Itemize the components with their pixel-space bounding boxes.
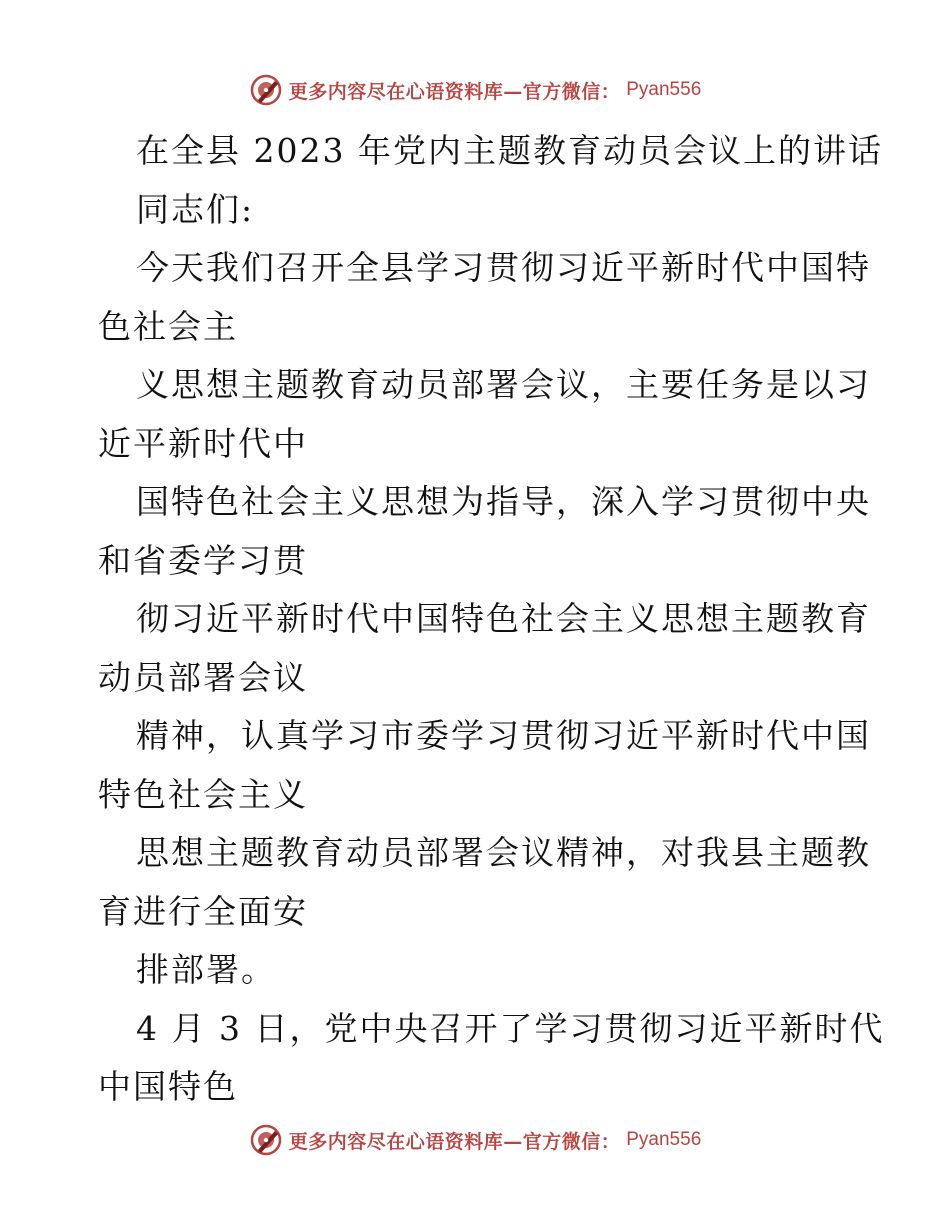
document-line: 动员部署会议	[98, 657, 308, 697]
document-line: 今天我们召开全县学习贯彻习近平新时代中国特	[136, 248, 871, 287]
document-line: 色社会主	[98, 306, 238, 346]
watermark-footer	[0, 1120, 950, 1160]
document-line: 4 月 3 日，党中央召开了学习贯彻习近平新时代	[136, 1008, 885, 1048]
document-line: 中国特色	[98, 1067, 238, 1106]
pen-logo-icon	[249, 1123, 283, 1157]
watermark-account: Pyan556	[626, 1129, 702, 1150]
watermark-account: Pyan556	[626, 79, 702, 100]
document-line: 特色社会主义	[98, 774, 308, 814]
document-line: 在全县 2023 年党内主题教育动员会议上的讲话	[136, 131, 883, 170]
document-line: 近平新时代中	[98, 423, 308, 463]
document-line: 义思想主题教育动员部署会议，主要任务是以习	[136, 365, 871, 404]
document-line: 思想主题教育动员部署会议精神，对我县主题教	[136, 833, 871, 872]
document-body	[98, 122, 885, 1117]
pen-logo-icon	[249, 73, 283, 107]
document-line: 精神，认真学习市委学习贯彻习近平新时代中国	[136, 716, 871, 755]
document-line: 同志们:	[136, 189, 255, 229]
document-line: 育进行全面安	[98, 891, 308, 931]
document-line: 和省委学习贯	[98, 540, 308, 580]
watermark-text: 更多内容尽在心语资料库—官方微信：	[288, 80, 621, 103]
watermark-text: 更多内容尽在心语资料库—官方微信：	[288, 1130, 621, 1153]
document-line: 国特色社会主义思想为指导，深入学习贯彻中央	[136, 482, 871, 521]
document-line: 排部署。	[136, 950, 276, 989]
watermark-header	[0, 70, 950, 110]
document-line: 彻习近平新时代中国特色社会主义思想主题教育	[136, 599, 871, 638]
